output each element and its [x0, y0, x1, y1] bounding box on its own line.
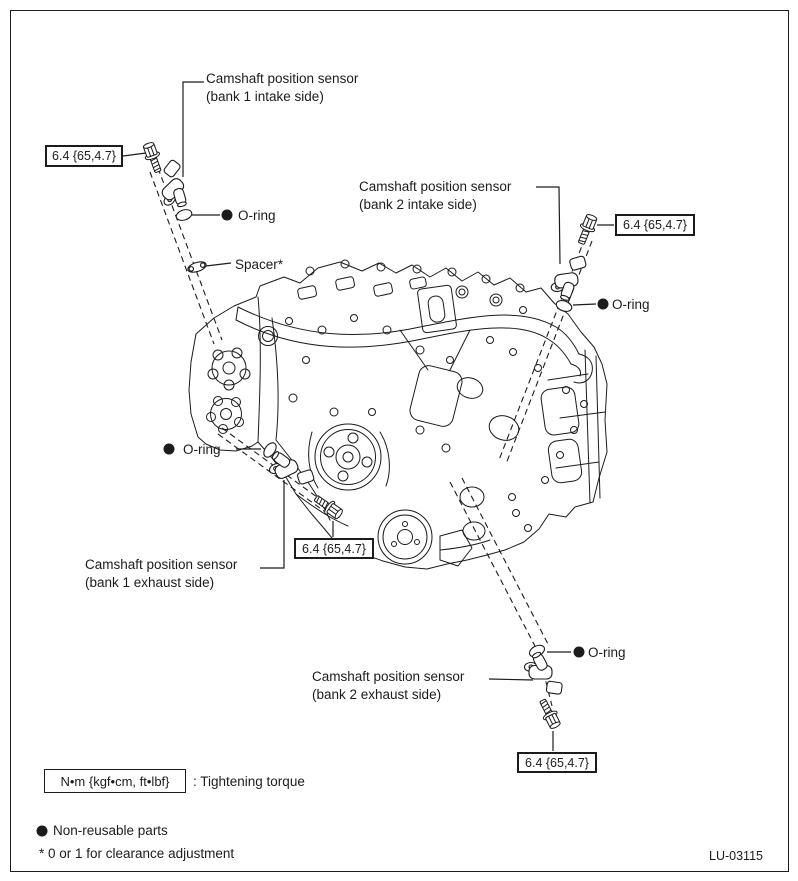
- torque-box-bank2-exhaust: 6.4 {65,4.7}: [517, 752, 597, 773]
- bolt-bank2-exhaust: [536, 697, 563, 731]
- leader-cps-bank2-intake: [536, 187, 560, 264]
- lower-pulley: [378, 510, 432, 564]
- label-o-ring-1: O-ring: [238, 208, 276, 223]
- torque-box-bank1-intake: 6.4 {65,4.7}: [45, 145, 123, 167]
- label-line: (bank 2 intake side): [359, 197, 477, 212]
- leader-cps-bank2-exhaust: [489, 679, 533, 680]
- engine-illustration: [189, 260, 607, 569]
- bullet-legend: [37, 826, 48, 837]
- leader-torque-1: [123, 153, 146, 156]
- label-line: (bank 2 exhaust side): [312, 687, 442, 702]
- sensor-bank2-intake: [547, 248, 590, 303]
- label-line: Camshaft position sensor: [85, 557, 238, 572]
- label-o-ring-4: O-ring: [588, 645, 626, 660]
- axis-bank1-intake: [150, 168, 222, 344]
- sensor-axis-lines: [150, 168, 592, 706]
- leader-spacer: [206, 263, 231, 266]
- intake-tube: [236, 307, 579, 364]
- torque-box-bank1-exhaust: 6.4 {65,4.7}: [294, 538, 374, 559]
- label-line: (bank 1 intake side): [206, 89, 324, 104]
- bolt-bank1-intake: [141, 141, 165, 175]
- label-line: Camshaft position sensor: [359, 179, 512, 194]
- bullet-o-ring-3: [164, 444, 175, 455]
- bullet-o-ring-2: [598, 299, 609, 310]
- leader-cps-bank1-intake: [183, 82, 204, 177]
- center-bracket: [408, 364, 464, 429]
- cam-carrier-lower: [207, 397, 244, 434]
- label-spacer: Spacer*: [235, 257, 284, 272]
- legend-torque-units-box: N•m {kgf•cm, ft•lbf}: [44, 769, 186, 793]
- leader-cps-bank1-exhaust: [260, 480, 284, 568]
- sensor-bank2-exhaust: [519, 649, 566, 705]
- label-o-ring-2: O-ring: [612, 297, 650, 312]
- cam-carrier-upper: [208, 348, 250, 390]
- legend-torque-caption: : Tightening torque: [193, 774, 305, 789]
- label-line: Camshaft position sensor: [206, 71, 359, 86]
- spacer-part: [187, 260, 208, 274]
- bullet-o-ring-4: [574, 647, 585, 658]
- label-line: (bank 1 exhaust side): [85, 575, 215, 590]
- bolt-bank2-intake: [574, 213, 599, 247]
- label-cps-bank2-intake: [359, 178, 511, 214]
- figure-code: LU-03115: [709, 849, 763, 863]
- top-components: [297, 260, 524, 306]
- crank-pulley: [315, 424, 381, 490]
- torque-box-bank2-intake: 6.4 {65,4.7}: [615, 214, 695, 236]
- bullet-o-ring-1: [222, 210, 233, 221]
- label-cps-bank1-intake: [206, 70, 358, 106]
- label-line: Camshaft position sensor: [312, 669, 465, 684]
- legend-non-reusable: Non-reusable parts: [53, 823, 168, 838]
- non-reusable-bullets: [37, 210, 609, 837]
- legend-clearance-note: * 0 or 1 for clearance adjustment: [39, 846, 235, 861]
- label-cps-bank1-exhaust: [85, 556, 237, 592]
- leader-o-ring-2: [573, 304, 596, 305]
- o-ring-bank2-intake: [555, 299, 573, 314]
- label-cps-bank2-exhaust: [312, 668, 464, 704]
- label-o-ring-3: O-ring: [183, 442, 221, 457]
